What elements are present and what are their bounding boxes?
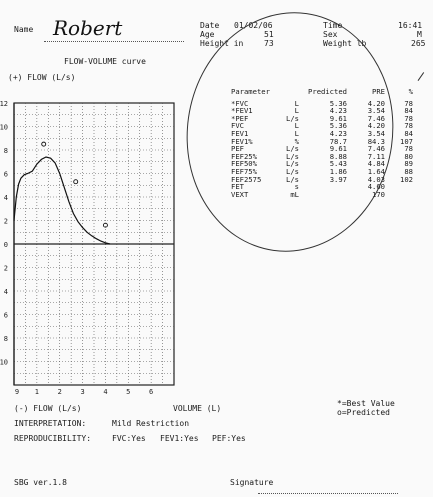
signature-label: Signature: [230, 478, 274, 487]
param-pred: 78.7: [329, 136, 347, 146]
param-pred: 1.86: [329, 166, 347, 176]
param-name: FEF75%: [231, 166, 257, 176]
chart-y-tick-label: 2: [3, 217, 8, 226]
time-value: 16:41: [398, 21, 423, 30]
chart-x-tick-label: 5: [126, 388, 131, 395]
param-pred: 4.23: [329, 128, 347, 138]
param-pre: 3.54: [367, 128, 385, 138]
volume-axis-label: VOLUME (L): [173, 404, 222, 413]
param-unit: L: [294, 128, 299, 138]
param-pre: 4.03: [367, 174, 385, 184]
param-unit: L/s: [286, 159, 299, 169]
sex-label: Sex: [323, 30, 338, 39]
param-pred: 8.88: [329, 151, 347, 161]
param-pct: 80: [404, 151, 413, 161]
param-name: FEF2575: [231, 174, 262, 184]
param-pct: [387, 183, 415, 191]
flow-axis-label: (+) FLOW (L/s): [8, 73, 76, 82]
chart-y-tick-label: 12: [0, 100, 8, 108]
chart-y-tick-label: 6: [3, 311, 8, 320]
param-pre: 7.46: [367, 144, 385, 154]
height-value: 73: [264, 39, 274, 48]
param-pre: 7.11: [367, 151, 385, 161]
date-value: 01/02/06: [234, 21, 273, 30]
param-pct: 89: [404, 159, 413, 169]
header-predicted: Predicted: [308, 87, 347, 96]
param-unit: L: [294, 106, 299, 116]
negative-flow-label: (-) FLOW (L/s): [14, 404, 82, 413]
param-name: FET: [231, 182, 244, 192]
flow-volume-chart: [0, 95, 180, 395]
param-unit: L: [294, 98, 299, 108]
param-unit: L/s: [286, 151, 299, 161]
chart-y-tick-label: 0: [3, 241, 8, 249]
header-parameter: Parameter: [231, 87, 270, 96]
param-pct: 102: [400, 174, 413, 184]
chart-x-tick-label: 6: [149, 388, 154, 395]
chart-y-tick-label: 8: [3, 335, 8, 343]
param-pct: 78: [404, 144, 413, 154]
chart-y-tick-label: 10: [0, 358, 8, 367]
param-name: FVC: [231, 121, 244, 131]
age-label: Age: [200, 30, 215, 39]
chart-x-tick-label: 9: [14, 388, 20, 395]
predicted-point: [74, 180, 78, 184]
param-pct: 88: [404, 166, 413, 176]
param-unit: mL: [290, 189, 299, 199]
repro-fvc: FVC:Yes: [112, 434, 146, 443]
predicted-point: [42, 142, 46, 146]
param-unit: %: [294, 136, 299, 146]
chart-y-tick-label: 2: [3, 264, 8, 273]
repro-pef: PEF:Yes: [212, 434, 246, 443]
param-unit: L: [294, 121, 299, 131]
chart-y-tick-label: 4: [3, 288, 8, 296]
chart-y-tick-label: 8: [3, 147, 8, 155]
flow-volume-curve: [14, 157, 110, 244]
param-pred: 5.36: [329, 121, 347, 131]
chart-title: FLOW-VOLUME curve: [64, 57, 146, 66]
repro-fev1: FEV1:Yes: [160, 434, 199, 443]
chart-x-tick-label: 3: [80, 388, 85, 395]
interpretation-value: Mild Restriction: [112, 419, 190, 428]
param-pct: 84: [404, 128, 413, 138]
chart-x-tick-label: 1: [34, 388, 39, 395]
weight-label: Weight lb: [323, 39, 367, 48]
param-pred: 5.36: [329, 98, 347, 108]
param-pre: 4.84: [367, 159, 385, 169]
software-version: SBG ver.1.8: [14, 478, 67, 487]
age-value: 51: [264, 30, 274, 39]
param-pct: 78: [404, 98, 413, 108]
param-name: FEF50%: [231, 159, 257, 169]
chart-y-tick-label: 4: [3, 194, 8, 202]
param-pred: 5.43: [329, 159, 347, 169]
height-label: Height in: [200, 39, 244, 48]
param-name: *FEV1: [231, 106, 253, 116]
interpretation-label: INTERPRETATION:: [14, 419, 87, 428]
name-underline: [44, 40, 184, 42]
param-pre: 7.46: [367, 113, 385, 123]
param-name: FEV1: [231, 128, 249, 138]
param-pre: 4.20: [367, 121, 385, 131]
param-pre: 170: [372, 189, 385, 199]
param-pre: 1.64: [367, 166, 385, 176]
name-label: Name: [14, 25, 34, 34]
header-percent: %: [408, 87, 413, 96]
reproducibility-label: REPRODUCIBILITY:: [14, 434, 92, 443]
param-pct: 78: [404, 121, 413, 131]
chart-y-tick-label: 10: [0, 123, 8, 132]
sex-value: M: [417, 30, 422, 39]
time-label: Time: [323, 21, 343, 30]
param-pct: 78: [404, 113, 413, 123]
legend-best-value: *=Best Value: [337, 399, 395, 408]
chart-x-tick-label: 4: [103, 388, 108, 395]
param-pct: [387, 191, 415, 199]
patient-name-handwritten: Robert: [53, 16, 123, 40]
param-unit: L/s: [286, 113, 299, 123]
weight-value: 265: [411, 39, 426, 48]
param-pct: 107: [400, 136, 413, 146]
param-unit: L/s: [286, 166, 299, 176]
signature-line: [258, 492, 398, 494]
handwritten-slash-mark: [418, 72, 425, 81]
header-pre: PRE: [372, 87, 385, 96]
param-unit: L/s: [286, 174, 299, 184]
chart-y-tick-label: 6: [3, 170, 8, 179]
param-pred: 4.23: [329, 106, 347, 116]
legend-predicted: o=Predicted: [337, 408, 390, 417]
param-name: *PEF: [231, 113, 249, 123]
param-name: VEXT: [231, 189, 249, 199]
param-pct: 84: [404, 106, 413, 116]
param-unit: s: [294, 182, 299, 192]
param-pre: 3.54: [367, 106, 385, 116]
param-pre: 84.3: [367, 136, 385, 146]
param-name: *FVC: [231, 98, 249, 108]
param-name: PEF: [231, 144, 244, 154]
date-label: Date: [200, 21, 220, 30]
param-name: FEF25%: [231, 151, 257, 161]
param-unit: L/s: [286, 144, 299, 154]
param-pre: 4.20: [367, 98, 385, 108]
param-pred: 9.61: [329, 144, 347, 154]
param-pre: 4.60: [367, 182, 385, 192]
param-pred: 9.61: [329, 113, 347, 123]
param-pred: 3.97: [329, 174, 347, 184]
chart-x-tick-label: 2: [57, 388, 62, 395]
param-name: FEV1%: [231, 136, 253, 146]
